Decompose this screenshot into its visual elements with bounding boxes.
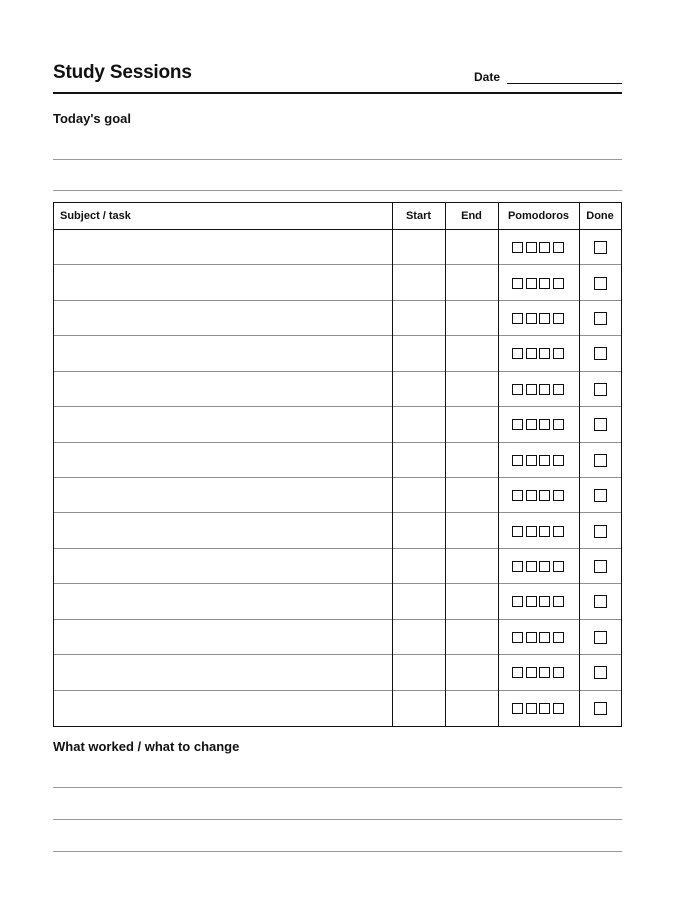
table-row (54, 513, 621, 548)
start-time-cell[interactable] (392, 691, 445, 726)
pomodoro-checkbox-group (512, 313, 566, 325)
pomodoro-checkbox[interactable] (539, 526, 550, 537)
start-time-cell[interactable] (392, 478, 445, 512)
pomodoro-checkbox[interactable] (512, 632, 523, 643)
done-checkbox[interactable] (594, 312, 607, 325)
pomodoro-checkbox[interactable] (512, 419, 523, 430)
pomodoro-checkbox-group (512, 348, 566, 360)
pomodoro-checkbox[interactable] (539, 667, 550, 678)
pomodoro-checkbox[interactable] (512, 667, 523, 678)
subject-cell[interactable] (54, 407, 392, 441)
table-row (54, 230, 621, 265)
pomodoro-checkbox[interactable] (512, 596, 523, 607)
pomodoro-checkbox[interactable] (512, 348, 523, 359)
done-checkbox[interactable] (594, 525, 607, 538)
pomodoro-checkbox[interactable] (539, 561, 550, 572)
pomodoro-checkbox[interactable] (526, 242, 537, 253)
subject-cell[interactable] (54, 620, 392, 654)
pomodoro-checkbox[interactable] (553, 526, 564, 537)
start-time-cell[interactable] (392, 655, 445, 689)
date-field (474, 68, 622, 84)
end-time-cell[interactable] (445, 691, 498, 726)
start-time-cell[interactable] (392, 407, 445, 441)
start-time-cell[interactable] (392, 513, 445, 547)
table-row (54, 407, 621, 442)
column-header-subject: Subject / task (60, 210, 131, 222)
pomodoro-checkbox-group (512, 703, 566, 715)
pomodoro-checkbox[interactable] (526, 384, 537, 395)
pomodoro-checkbox[interactable] (539, 632, 550, 643)
study-sessions-sheet (53, 0, 622, 900)
pomodoro-checkbox[interactable] (526, 526, 537, 537)
pomodoro-checkbox[interactable] (526, 278, 537, 289)
table-row (54, 584, 621, 619)
column-header-pomodoros: Pomodoros (507, 210, 570, 222)
subject-cell[interactable] (54, 230, 392, 264)
goal-writing-line[interactable] (53, 190, 622, 191)
subject-cell[interactable] (54, 691, 392, 726)
pomodoro-checkbox[interactable] (512, 703, 523, 714)
start-time-cell[interactable] (392, 620, 445, 654)
date-blank-line[interactable] (507, 70, 622, 84)
date-label: Date (473, 70, 500, 84)
pomodoro-checkbox[interactable] (539, 278, 550, 289)
start-time-cell[interactable] (392, 584, 445, 618)
pomodoro-checkbox-group (512, 419, 566, 431)
pomodoro-checkbox-group (512, 278, 566, 290)
pomodoro-checkbox[interactable] (553, 703, 564, 714)
pomodoro-checkbox[interactable] (553, 419, 564, 430)
pomodoro-checkbox[interactable] (553, 348, 564, 359)
table-row (54, 301, 621, 336)
done-checkbox[interactable] (594, 383, 607, 396)
end-time-cell[interactable] (445, 549, 498, 583)
pomodoro-checkbox[interactable] (526, 703, 537, 714)
pomodoro-checkbox[interactable] (526, 632, 537, 643)
goal-writing-line[interactable] (53, 159, 622, 160)
done-checkbox[interactable] (594, 631, 607, 644)
pomodoro-checkbox[interactable] (526, 313, 537, 324)
start-time-cell[interactable] (392, 336, 445, 370)
pomodoro-checkbox[interactable] (553, 632, 564, 643)
pomodoro-checkbox[interactable] (553, 455, 564, 466)
start-time-cell[interactable] (392, 549, 445, 583)
pomodoro-checkbox[interactable] (553, 313, 564, 324)
end-time-cell[interactable] (445, 336, 498, 370)
reflection-writing-line[interactable] (53, 851, 622, 852)
done-checkbox[interactable] (594, 454, 607, 467)
pomodoro-checkbox[interactable] (526, 455, 537, 466)
pomodoro-checkbox-group (512, 632, 566, 644)
table-row (54, 443, 621, 478)
table-row (54, 336, 621, 371)
pomodoro-checkbox[interactable] (512, 561, 523, 572)
column-divider (392, 203, 393, 726)
end-time-cell[interactable] (445, 265, 498, 299)
pomodoro-checkbox[interactable] (512, 455, 523, 466)
subject-cell[interactable] (54, 336, 392, 370)
pomodoro-checkbox[interactable] (512, 490, 523, 501)
end-time-cell[interactable] (445, 443, 498, 477)
end-time-cell[interactable] (445, 655, 498, 689)
table-row (54, 478, 621, 513)
pomodoro-checkbox-group (512, 490, 566, 502)
done-checkbox[interactable] (594, 666, 607, 679)
end-time-cell[interactable] (445, 230, 498, 264)
end-time-cell[interactable] (445, 407, 498, 441)
goal-label: Today's goal (53, 111, 131, 126)
pomodoro-checkbox[interactable] (526, 348, 537, 359)
header (53, 60, 622, 94)
table-row (54, 691, 621, 726)
sessions-table (53, 202, 622, 727)
start-time-cell[interactable] (392, 265, 445, 299)
subject-cell[interactable] (54, 301, 392, 335)
table-row (54, 549, 621, 584)
subject-cell[interactable] (54, 513, 392, 547)
pomodoro-checkbox[interactable] (553, 242, 564, 253)
page-title: Study Sessions (53, 62, 192, 83)
subject-cell[interactable] (54, 443, 392, 477)
start-time-cell[interactable] (392, 301, 445, 335)
end-time-cell[interactable] (445, 513, 498, 547)
table-header (54, 203, 621, 230)
column-divider (498, 203, 499, 726)
pomodoro-checkbox[interactable] (526, 419, 537, 430)
end-time-cell[interactable] (445, 584, 498, 618)
done-checkbox[interactable] (594, 241, 607, 254)
pomodoro-checkbox[interactable] (512, 384, 523, 395)
pomodoro-checkbox[interactable] (526, 667, 537, 678)
end-time-cell[interactable] (445, 372, 498, 406)
start-time-cell[interactable] (392, 443, 445, 477)
pomodoro-checkbox[interactable] (553, 561, 564, 572)
done-checkbox[interactable] (594, 560, 607, 573)
table-row (54, 655, 621, 690)
pomodoro-checkbox-group (512, 526, 566, 538)
pomodoro-checkbox-group (512, 596, 566, 608)
pomodoro-checkbox[interactable] (539, 242, 550, 253)
done-checkbox[interactable] (594, 489, 607, 502)
pomodoro-checkbox[interactable] (539, 384, 550, 395)
pomodoro-checkbox-group (512, 561, 566, 573)
pomodoro-checkbox[interactable] (553, 596, 564, 607)
done-checkbox[interactable] (594, 347, 607, 360)
start-time-cell[interactable] (392, 372, 445, 406)
column-divider (579, 203, 580, 726)
done-checkbox[interactable] (594, 702, 607, 715)
reflection-writing-line[interactable] (53, 787, 622, 788)
done-checkbox[interactable] (594, 595, 607, 608)
column-header-done: Done (586, 210, 614, 222)
subject-cell[interactable] (54, 584, 392, 618)
column-header-start: Start (405, 210, 432, 222)
pomodoro-checkbox[interactable] (526, 596, 537, 607)
pomodoro-checkbox[interactable] (553, 384, 564, 395)
subject-cell[interactable] (54, 655, 392, 689)
table-row (54, 265, 621, 300)
subject-cell[interactable] (54, 265, 392, 299)
column-divider (445, 203, 446, 726)
pomodoro-checkbox[interactable] (553, 667, 564, 678)
pomodoro-checkbox[interactable] (539, 703, 550, 714)
pomodoro-checkbox-group (512, 242, 566, 254)
pomodoro-checkbox[interactable] (553, 278, 564, 289)
pomodoro-checkbox[interactable] (512, 242, 523, 253)
pomodoro-checkbox[interactable] (526, 490, 537, 501)
table-row (54, 620, 621, 655)
pomodoro-checkbox[interactable] (512, 278, 523, 289)
pomodoro-checkbox-group (512, 455, 566, 467)
start-time-cell[interactable] (392, 230, 445, 264)
done-checkbox[interactable] (594, 277, 607, 290)
pomodoro-checkbox-group (512, 667, 566, 679)
subject-cell[interactable] (54, 478, 392, 512)
end-time-cell[interactable] (445, 620, 498, 654)
pomodoro-checkbox[interactable] (539, 419, 550, 430)
pomodoro-checkbox[interactable] (539, 313, 550, 324)
pomodoro-checkbox[interactable] (553, 490, 564, 501)
pomodoro-checkbox[interactable] (539, 348, 550, 359)
pomodoro-checkbox[interactable] (539, 596, 550, 607)
column-header-end: End (461, 210, 482, 222)
table-row (54, 372, 621, 407)
pomodoro-checkbox[interactable] (512, 526, 523, 537)
pomodoro-checkbox-group (512, 384, 566, 396)
pomodoro-checkbox[interactable] (526, 561, 537, 572)
subject-cell[interactable] (54, 372, 392, 406)
reflection-writing-line[interactable] (53, 819, 622, 820)
end-time-cell[interactable] (445, 478, 498, 512)
pomodoro-checkbox[interactable] (539, 455, 550, 466)
done-checkbox[interactable] (594, 418, 607, 431)
reflection-label: What worked / what to change (53, 739, 240, 754)
pomodoro-checkbox[interactable] (539, 490, 550, 501)
end-time-cell[interactable] (445, 301, 498, 335)
pomodoro-checkbox[interactable] (512, 313, 523, 324)
subject-cell[interactable] (54, 549, 392, 583)
